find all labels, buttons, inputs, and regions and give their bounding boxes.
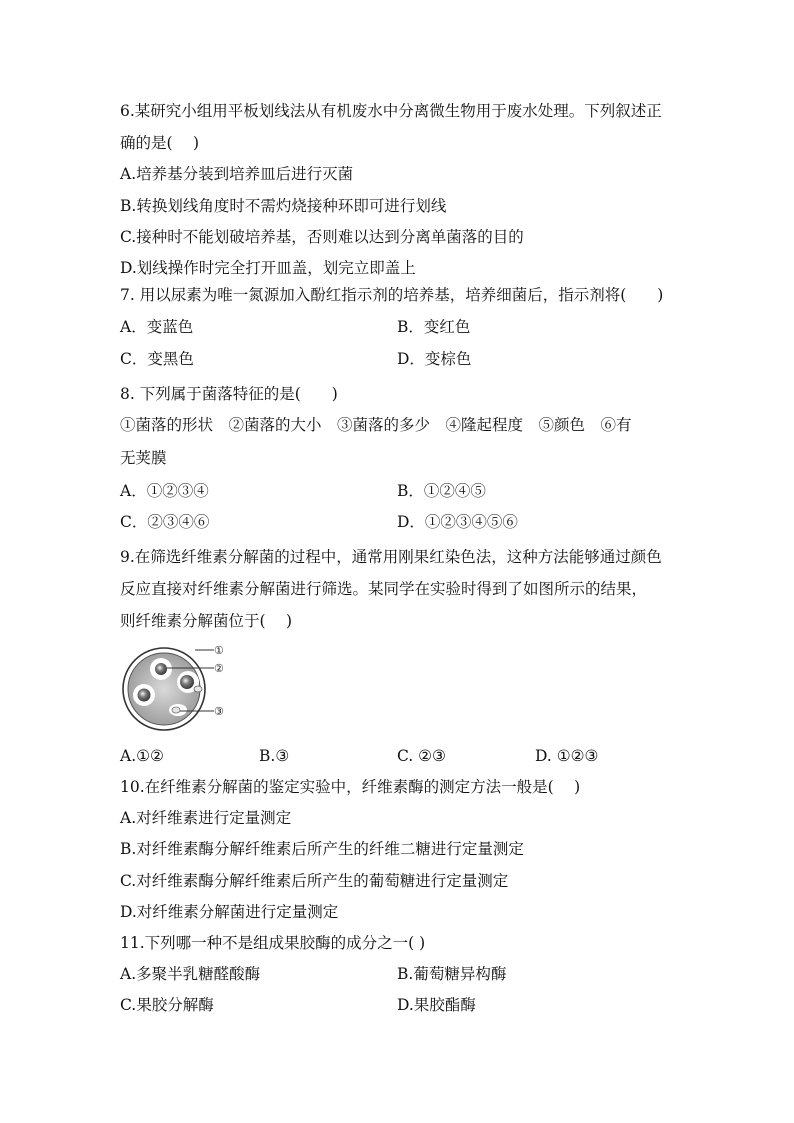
q8-option-b[interactable]: B．①②④⑤ xyxy=(397,482,486,500)
q6-stem-line1: 6.某研究小组用平板划线法从有机废水中分离微生物用于废水处理。下列叙述正 xyxy=(120,102,662,120)
q8-option-a[interactable]: A．①②③④ xyxy=(120,482,209,500)
q11-option-a[interactable]: A.多聚半乳糖醛酸酶 xyxy=(120,965,261,983)
q9-option-d[interactable]: D. ①②③ xyxy=(535,747,599,765)
q11-option-c[interactable]: C.果胶分解酶 xyxy=(120,996,214,1014)
q8-stem: 8. 下列属于菌落特征的是( ) xyxy=(120,385,338,403)
q7-option-a[interactable]: A．变蓝色 xyxy=(120,318,194,336)
colony-right xyxy=(180,675,194,689)
q8-option-d[interactable]: D．①②③④⑤⑥ xyxy=(397,513,518,531)
q9-option-b[interactable]: B.③ xyxy=(259,747,290,765)
q7-option-d[interactable]: D．变棕色 xyxy=(397,350,472,368)
q9-stem-line3: 则纤维素分解菌位于( ) xyxy=(120,612,293,630)
q11-option-d[interactable]: D.果胶酯酶 xyxy=(397,996,476,1014)
q9-stem-line1: 9.在筛选纤维素分解菌的过程中，通常用刚果红染色法，这种方法能够通过颜色 xyxy=(120,548,662,566)
q10-option-d[interactable]: D.对纤维素分解菌进行定量测定 xyxy=(120,903,339,921)
q6-option-b[interactable]: B.转换划线角度时不需灼烧接种环即可进行划线 xyxy=(120,197,447,215)
q10-option-b[interactable]: B.对纤维素酶分解纤维素后所产生的纤维二糖进行定量测定 xyxy=(120,840,524,858)
q9-option-a[interactable]: A.①② xyxy=(120,747,164,765)
q8-option-c[interactable]: C．②③④⑥ xyxy=(120,513,210,531)
q6-stem-line2: 确的是( ) xyxy=(120,134,200,152)
figure-label-1: ① xyxy=(214,644,224,657)
colony-left xyxy=(138,689,151,702)
q6-option-a[interactable]: A.培养基分装到培养皿后进行灭菌 xyxy=(120,165,354,183)
q10-stem: 10.在纤维素分解菌的鉴定实验中，纤维素酶的测定方法一般是( ) xyxy=(120,778,581,796)
figure-label-2: ② xyxy=(214,662,224,675)
colony-2 xyxy=(155,663,167,675)
q10-option-a[interactable]: A.对纤维素进行定量测定 xyxy=(120,809,292,827)
petri-dish-diagram xyxy=(118,640,238,732)
q9-option-c[interactable]: C. ②③ xyxy=(397,747,446,765)
q9-stem-line2: 反应直接对纤维素分解菌进行筛选。某同学在实验时得到了如图所示的结果， xyxy=(120,580,648,598)
q11-option-b[interactable]: B.葡萄糖异构酶 xyxy=(397,965,507,983)
q7-option-b[interactable]: B．变红色 xyxy=(397,318,471,336)
q6-option-d[interactable]: D.划线操作时完全打开皿盖，划完立即盖上 xyxy=(120,259,416,277)
q7-option-c[interactable]: C．变黑色 xyxy=(120,350,194,368)
q7-stem: 7. 用以尿素为唯一氮源加入酚红指示剂的培养基，培养细菌后，指示剂将( ) xyxy=(120,286,664,304)
petri-dish-figure xyxy=(118,640,238,732)
small-colony-right xyxy=(194,686,202,692)
figure-label-3: ③ xyxy=(214,705,224,718)
q10-option-c[interactable]: C.对纤维素酶分解纤维素后所产生的葡萄糖进行定量测定 xyxy=(120,872,509,890)
q8-items-line2: 无荚膜 xyxy=(120,449,167,467)
q6-option-c[interactable]: C.接种时不能划破培养基，否则难以达到分离单菌落的目的 xyxy=(120,228,524,246)
q11-stem: 11.下列哪一种不是组成果胶酶的成分之一( ) xyxy=(120,934,426,952)
q8-items-line1: ①菌落的形状 ②菌落的大小 ③菌落的多少 ④隆起程度 ⑤颜色 ⑥有 xyxy=(120,416,632,434)
colony-3 xyxy=(172,707,180,713)
